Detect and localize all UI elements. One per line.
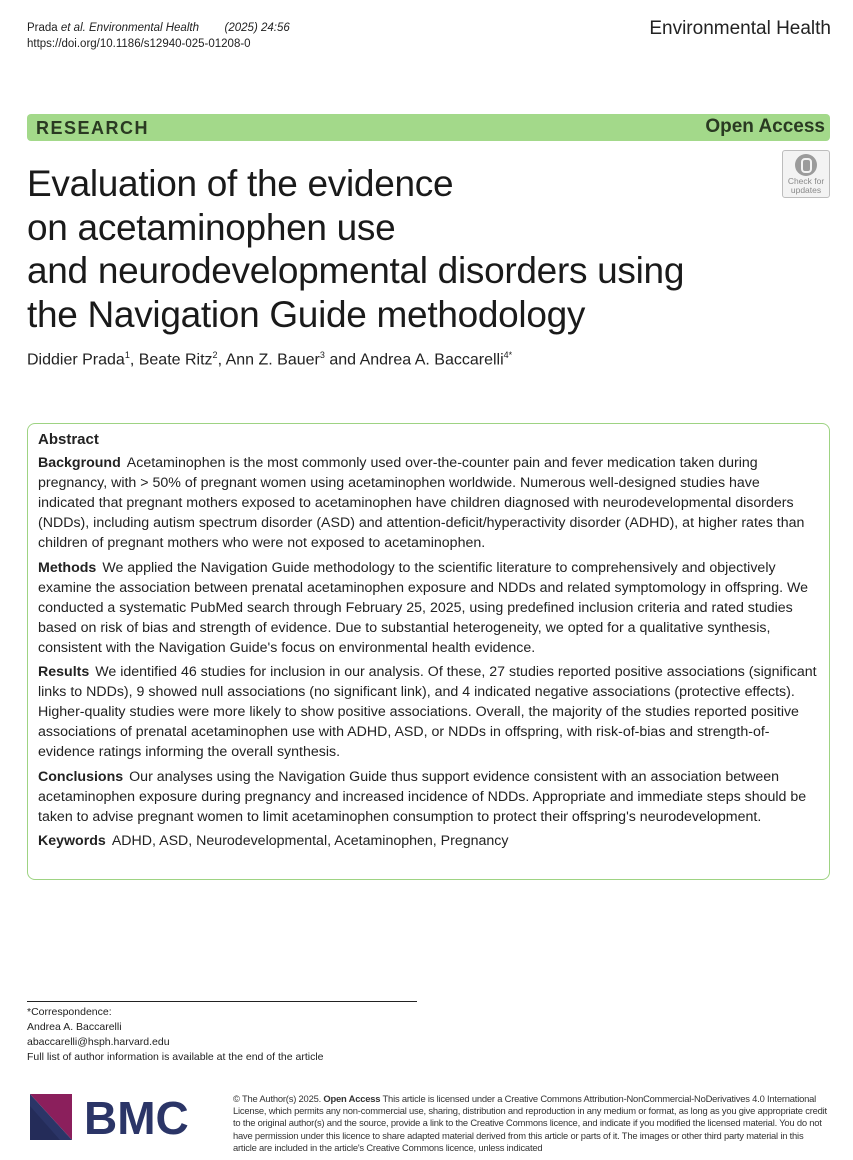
check-updates-line2: updates	[790, 185, 822, 195]
section-text: Our analyses using the Navigation Guide thus support evidence consistent with an association between acetaminophen exposure during pregnancy and increased incidence of NDDs. Appropriate and immediate steps should be taken to advise pregnant women to limit acetaminophen consumption to protect their offspring's neurodevelopment.	[38, 768, 807, 825]
author-name[interactable]: Diddier Prada	[27, 351, 125, 369]
article-title	[27, 162, 767, 336]
article-header	[27, 20, 290, 52]
doi-link[interactable]: https://doi.org/10.1186/s12940-025-01208-0	[27, 38, 251, 50]
abstract-conclusions	[38, 767, 818, 827]
abstract-box	[27, 423, 830, 880]
citation-line	[27, 20, 290, 36]
check-updates-line1: Check for	[787, 176, 825, 186]
author-name[interactable]: Andrea A. Baccarelli	[359, 351, 504, 369]
title-line: Evaluation of the evidence	[27, 163, 454, 204]
journal-citation: et al. Environmental Health	[60, 22, 199, 34]
section-label: Background	[38, 455, 121, 471]
author-affiliation: 3	[319, 350, 325, 360]
author-affiliation: 4*	[503, 350, 513, 360]
correspondence-email[interactable]: abaccarelli@hsph.harvard.edu	[27, 1036, 170, 1048]
correspondence-heading: *Correspondence:	[27, 1006, 112, 1018]
check-updates-text	[783, 177, 829, 195]
open-access-label: Open Access	[705, 116, 825, 137]
section-label: Conclusions	[38, 768, 124, 785]
correspondence-block	[27, 1005, 324, 1065]
license-text	[233, 1093, 828, 1154]
logo-text: BMC	[84, 1094, 189, 1142]
footnote-divider	[27, 1001, 417, 1002]
year-volume: (2025) 24:56	[224, 22, 290, 34]
title-line: and neurodevelopmental disorders using	[27, 250, 685, 291]
author-affiliation: 1	[124, 350, 130, 360]
abstract-results	[38, 662, 818, 762]
section-label: Methods	[38, 559, 97, 576]
title-line: the Navigation Guide methodology	[27, 293, 586, 335]
section-text: We applied the Navigation Guide methodology to the scientific literature to comprehensively and objectively examine the association between prenatal acetaminophen exposure and NDDs and related symptomology in offspring. We conducted a systematic PubMed search through February 25, 2025, using predefined inclusion criteria and rated studies based on risk of bias and strength of evidence. Due to substantial heterogeneity, we opted for a qualitative synthesis, consistent with the Navigation Guide's focus on environmental health evidence.	[38, 559, 808, 656]
author-separator: ,	[217, 351, 226, 369]
section-text: Acetaminophen is the most commonly used over-the-counter pain and fever medication taken during pregnancy, with > 50% of pregnant women using acetaminophen worldwide. Numerous well-designed studies have indicated that pregnant mothers exposed to acetaminophen have children diagnosed with neurodevelopmental disorders (NDDs), including autism spectrum disorder (ASD) and attention-deficit/hyperactivity disorder (ADHD), at higher rates than children of pregnant mothers who were not exposed to acetaminophen.	[38, 455, 805, 551]
bmc-logo	[30, 1094, 210, 1142]
abstract-methods	[38, 558, 818, 658]
title-line: on acetaminophen use	[27, 206, 396, 248]
section-text: ADHD, ASD, Neurodevelopmental, Acetaminophen, Pregnancy	[111, 833, 509, 849]
correspondence-name: Andrea A. Baccarelli	[27, 1021, 122, 1033]
author-list	[27, 350, 512, 369]
abstract-keywords	[38, 831, 818, 851]
author-prefix: Prada	[27, 22, 58, 34]
abstract-heading: Abstract	[38, 431, 99, 448]
article-type-label: RESEARCH	[36, 118, 150, 138]
article-type-band	[27, 114, 830, 141]
author-separator: ,	[129, 351, 139, 369]
license-body: This article is licensed under a Creative Commons Attribution-NonCommercial-NoDerivatives 4.0 International License, which permits any non-commercial use, sharing, distribution and reproduction in any medium or format, as long as you give appropriate credit to the original author(s) and the source, provide a link to the Creative Commons licence, and indicate if you modified the licensed material. You do not have permission under this licence to share adapted material derived from this article or parts of it. The images or other third party material in this article are included in the article's Creative Commons licence, unless indicated	[233, 1093, 827, 1153]
author-affiliation: 2	[212, 350, 218, 360]
section-label: Results	[38, 664, 90, 680]
journal-name: Environmental Health	[649, 18, 831, 39]
check-for-updates-button[interactable]	[782, 150, 830, 198]
author-name[interactable]: Beate Ritz	[138, 351, 213, 369]
author-name[interactable]: Ann Z. Bauer	[225, 351, 320, 369]
correspondence-note: Full list of author information is available at the end of the article	[27, 1051, 324, 1063]
check-updates-icon	[795, 154, 817, 176]
author-separator: and	[324, 351, 360, 369]
abstract-background	[38, 453, 818, 553]
section-label: Keywords	[38, 833, 106, 849]
section-text: We identified 46 studies for inclusion in our analysis. Of these, 27 studies reported positive associations (significant links to NDDs), 9 showed null associations (no significant link), and 4 indicated negative associations (protective effects). Higher-quality studies were more likely to show positive associations. Overall, the majority of the studies reported positive associations of prenatal acetaminophen use with ADHD, ASD, or NDDs in offspring, with risk-of-bias and strength-of-evidence ratings informing the overall synthesis.	[38, 664, 817, 760]
license-copyright: © The Author(s) 2025.	[233, 1093, 322, 1104]
license-open-access: Open Access	[323, 1093, 381, 1104]
abstract-content	[38, 430, 818, 856]
